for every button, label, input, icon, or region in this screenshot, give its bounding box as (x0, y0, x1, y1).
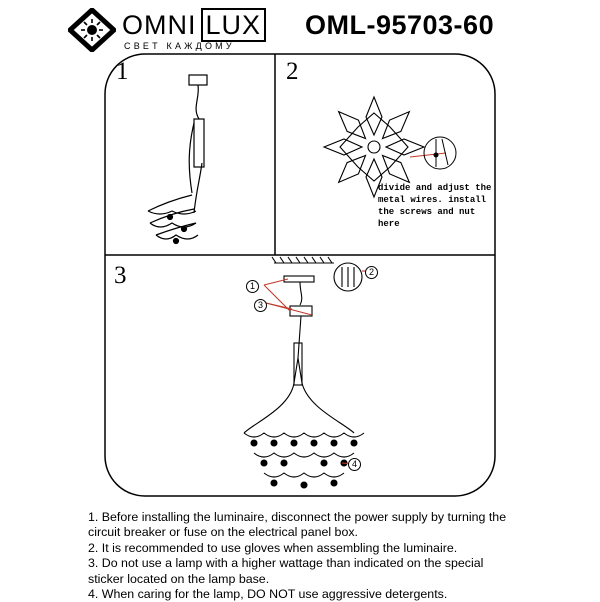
instruction-item: 1. Before installing the luminaire, disconnect the power supply by turning the circuit breaker or fuse on the electrical panel box. (88, 510, 507, 540)
assembly-diagram (104, 53, 496, 497)
instruction-item: 4. When caring for the lamp, DO NOT use aggressive detergents. (88, 587, 448, 602)
instruction-item: 3. Do not use a lamp with a higher wattage than indicated on the special sticker located on the lamp base. (88, 556, 484, 586)
brand-name-lux: LUX (201, 8, 267, 42)
brand-logo (68, 8, 298, 52)
instruction-item: 2. It is recommended to use gloves when assembling the luminaire. (88, 540, 458, 555)
brand-name-omni: OMNI (122, 10, 197, 40)
panel-1-side-view (148, 75, 207, 244)
brand-name (122, 10, 266, 41)
diagram-border (105, 54, 495, 496)
panel-2-number: 2 (286, 58, 299, 85)
callout-2: 2 (365, 266, 378, 279)
panel-3-number: 3 (114, 262, 127, 289)
omnilux-diamond-icon (68, 8, 116, 52)
brand-tagline: СВЕТ КАЖДОМУ (124, 41, 235, 51)
panel-1-number: 1 (116, 58, 129, 85)
panel-3-installation (244, 257, 366, 488)
model-number: OML-95703-60 (305, 10, 495, 40)
callout-1: 1 (246, 280, 259, 293)
safety-instructions (88, 510, 514, 602)
callout-3: 3 (254, 299, 267, 312)
wire-detail-icon (424, 137, 456, 169)
callout-4: 4 (348, 458, 361, 471)
panel-2-note: divide and adjust the metal wires. install the screws and nut here (378, 183, 492, 229)
